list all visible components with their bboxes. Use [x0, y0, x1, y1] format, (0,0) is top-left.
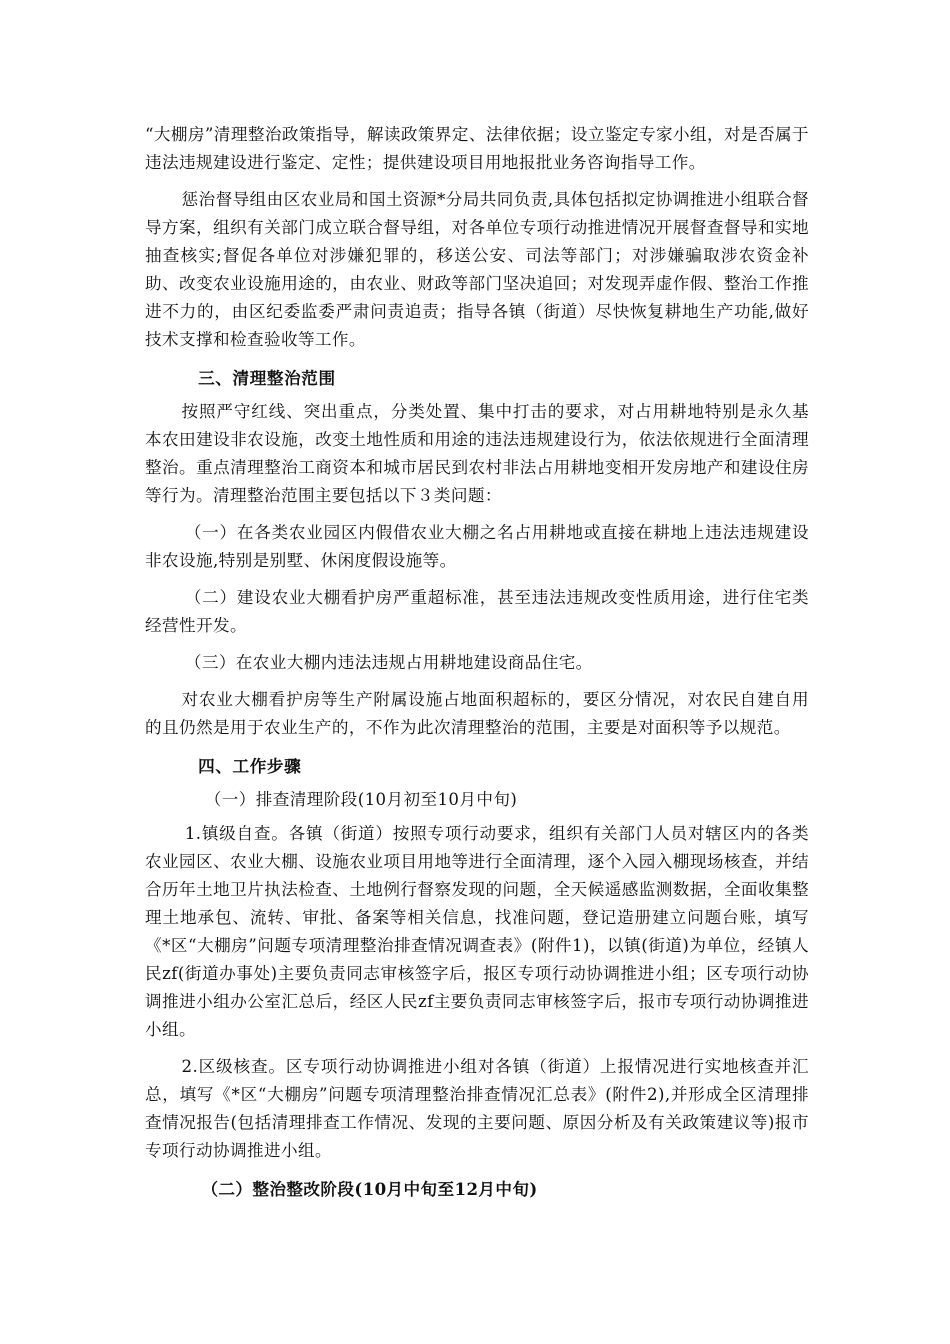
heading-work-steps: 四、工作步骤 [198, 756, 302, 776]
paragraph-scope-intro: 按照严守红线、突出重点，分类处置、集中打击的要求，对占用耕地特别是永久基本农田建设非农设施，改变土地性质和用途的违法违规建设行为，依法依规进行全面清理整治。重点清理整治工商资本和城市居民到农村非法占用耕地变相开发房地产和建设住房等行为。清理整治范围主要包括以下３类问题： [145, 402, 809, 505]
paragraph-scope-item-3: （三）在农业大棚内违法违规占用耕地建设商品住宅。 [184, 653, 593, 672]
paragraph-district-verification: 2.区级核查。区专项行动协调推进小组对各镇（街道）上报情况进行实地核查并汇总，填写《*区“大棚房”问题专项清理整治排查情况汇总表》(附件2),并形成全区清理排查情况报告(包括清理排查工作情况、发现的主要问题、原因分析及有关政策建议等)报市专项行动协调推进小组。 [145, 1057, 809, 1160]
paragraph-supervision-group: 惩治督导组由区农业局和国土资源*分局共同负责,具体包括拟定协调推进小组联合督导方案，组织有关部门成立联合督导组，对各单位专项行动推进情况开展督查督导和实地抽查核实;督促各单位对涉嫌犯罪的，移送公安、司法等部门；对涉嫌骗取涉农资金补助、改变农业设施用途的，由农业、财政等部门坚决追回；对发现弄虚作假、整治工作推进不力的，由区纪委监委严肃问责追责；指导各镇（街道）尽快恢复耕地生产功能,做好技术支撑和检查验收等工作。 [145, 190, 809, 349]
heading-scope: 三、清理整治范围 [198, 368, 336, 388]
paragraph-scope-item-2: （二）建设农业大棚看护房严重超标准，甚至违法违规改变性质用途，进行住宅类经营性开发。 [145, 588, 809, 635]
paragraph-scope-note: 对农业大棚看护房等生产附属设施占地面积超标的，要区分情况，对农民自建自用的且仍然是用于农业生产的，不作为此次清理整治的范围，主要是对面积等予以规范。 [145, 690, 809, 737]
subheading-investigation-stage: （一）排查清理阶段(10月初至10月中旬) [204, 790, 518, 809]
subheading-rectification-stage: （二）整治整改阶段(10月中旬至12月中旬) [201, 1179, 538, 1199]
paragraph-scope-item-1: （一）在各类农业园区内假借农业大棚之名占用耕地或直接在耕地上违法违规建设非农设施,特别是别墅、休闲度假设施等。 [145, 523, 809, 570]
document-page [145, 121, 809, 1203]
paragraph-policy-guidance: “大棚房”清理整治政策指导，解读政策界定、法律依据；设立鉴定专家小组，对是否属于违法违规建设进行鉴定、定性；提供建设项目用地报批业务咨询指导工作。 [145, 125, 809, 172]
paragraph-town-self-check: 1.镇级自查。各镇（街道）按照专项行动要求，组织有关部门人员对辖区内的各类农业园区、农业大棚、设施农业项目用地等进行全面清理，逐个入园入棚现场核查，并结合历年土地卫片执法检查、土地例行督察发现的问题，全天候遥感监测数据，全面收集整理土地承包、流转、审批、备案等相关信息，找准问题，登记造册建立问题台账，填写《*区“大棚房”问题专项清理整治排查情况调查表》(附件1)，以镇(街道)为单位，经镇人民zf(街道办事处)主要负责同志审核签字后，报区专项行动协调推进小组；区专项行动协调推进小组办公室汇总后，经区人民zf主要负责同志审核签字后，报市专项行动协调推进小组。 [145, 824, 809, 1039]
